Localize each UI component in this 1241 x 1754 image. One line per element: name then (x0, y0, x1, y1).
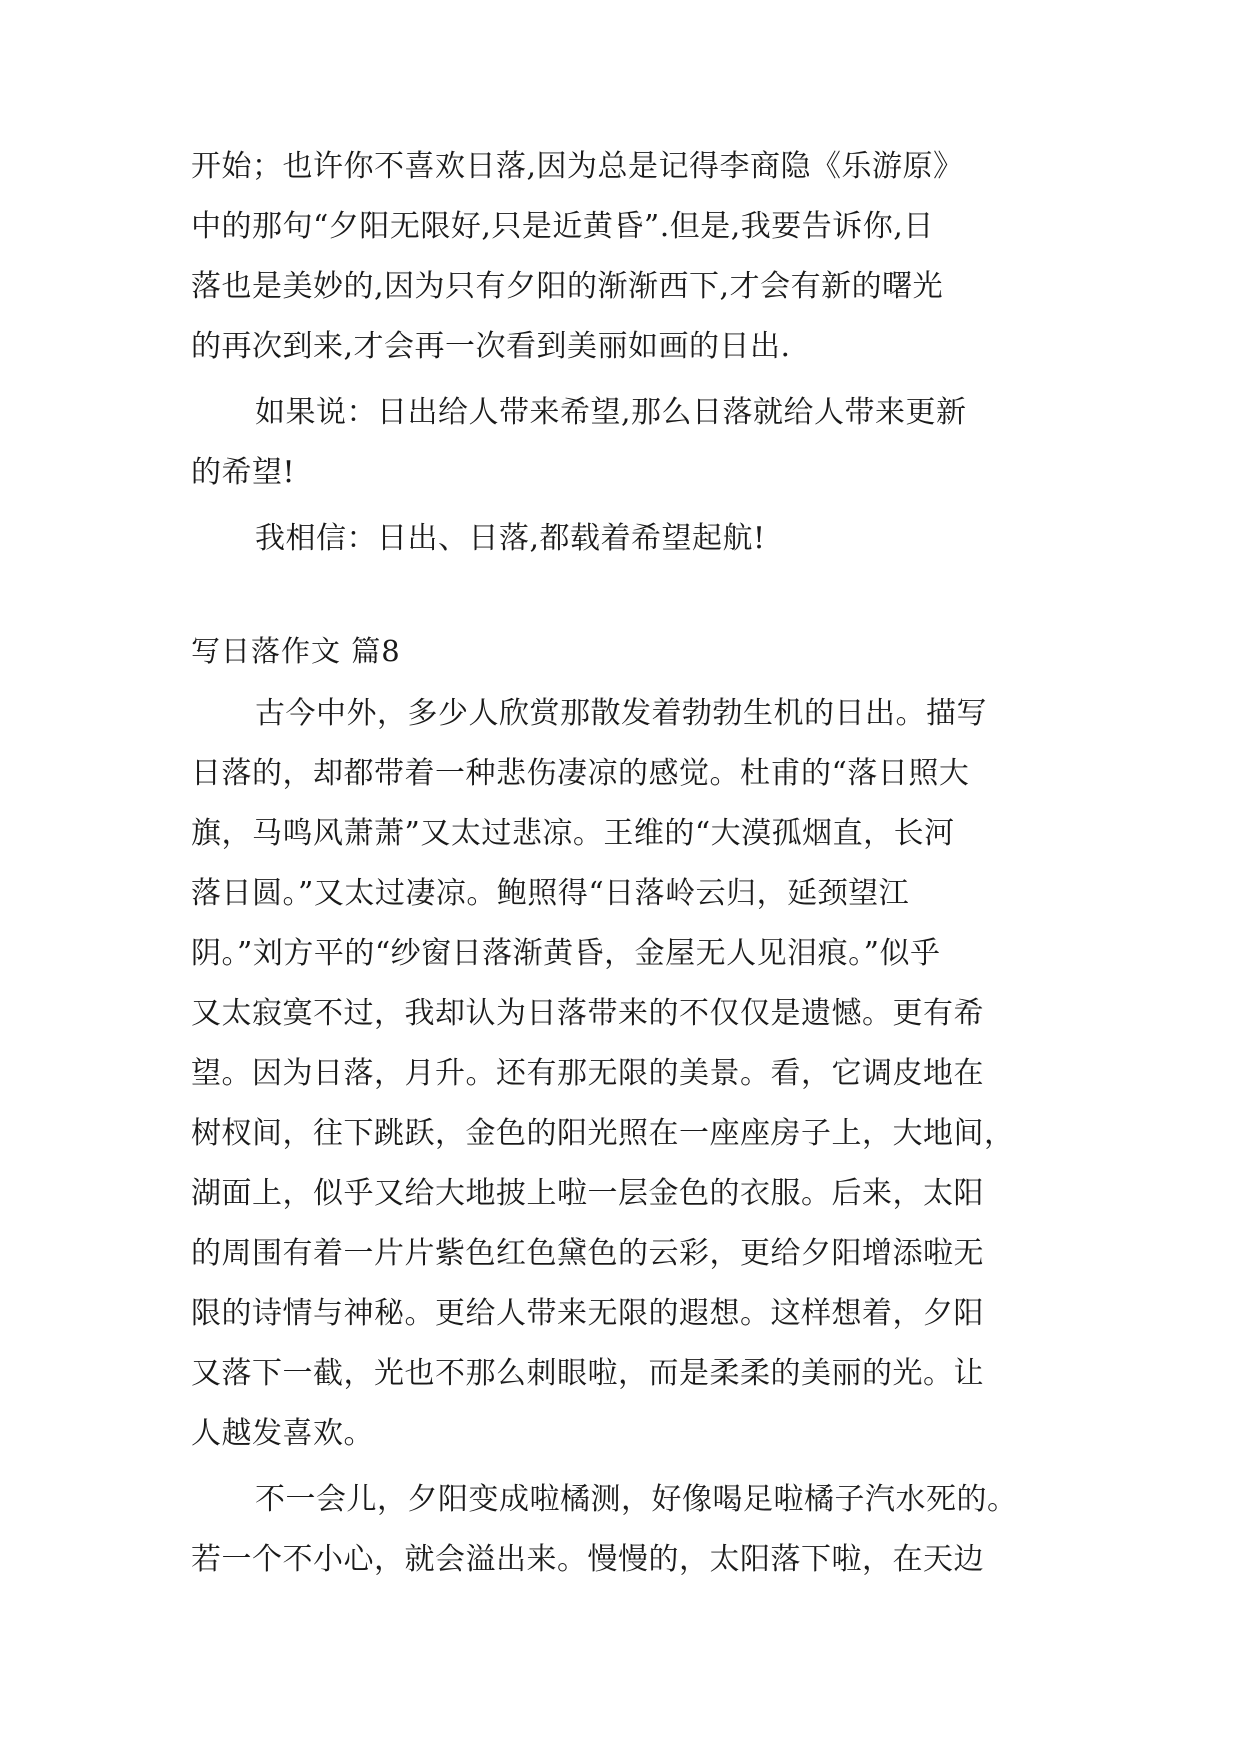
text-line: 不一会儿，夕阳变成啦橘测，好像喝足啦橘子汽水死的。 (255, 1482, 1018, 1517)
text-line: 开始；也许你不喜欢日落,因为总是记得李商隐《乐游原》 (191, 149, 964, 184)
text-line: 又太寂寞不过，我却认为日落带来的不仅仅是遗憾。更有希 (191, 996, 984, 1031)
text-line: 树杈间，往下跳跃，金色的阳光照在一座座房子上，大地间， (191, 1116, 1015, 1151)
text-line: 的再次到来,才会再一次看到美丽如画的日出. (191, 329, 791, 364)
text-line: 落也是美妙的,因为只有夕阳的渐渐西下,才会有新的曙光 (191, 269, 944, 304)
text-line: 中的那句“夕阳无限好,只是近黄昏”.但是,我要告诉你,日 (191, 209, 934, 244)
text-line: 我相信：日出、日落,都载着希望起航! (255, 521, 766, 556)
text-line: 古今中外，多少人欣赏那散发着勃勃生机的日出。描写 (255, 696, 987, 731)
text-line: 的周围有着一片片紫色红色黛色的云彩，更给夕阳增添啦无 (191, 1236, 984, 1271)
text-line: 限的诗情与神秘。更给人带来无限的遐想。这样想着，夕阳 (191, 1296, 984, 1331)
text-line: 湖面上，似乎又给大地披上啦一层金色的衣服。后来，太阳 (191, 1176, 984, 1211)
text-line: 日落的，却都带着一种悲伤凄凉的感觉。杜甫的“落日照大 (191, 756, 970, 791)
text-line: 若一个不小心，就会溢出来。慢慢的，太阳落下啦，在天边 (191, 1542, 984, 1577)
text-line: 如果说：日出给人带来希望,那么日落就给人带来更新 (255, 395, 967, 430)
text-line: 人越发喜欢。 (191, 1416, 374, 1451)
text-line: 又落下一截，光也不那么刺眼啦，而是柔柔的美丽的光。让 (191, 1356, 984, 1391)
text-line: 望。因为日落，月升。还有那无限的美景。看，它调皮地在 (191, 1056, 984, 1091)
text-line: 旗，马鸣风萧萧”又太过悲凉。王维的“大漠孤烟直，长河 (191, 816, 955, 851)
text-line: 落日圆。”又太过凄凉。鲍照得“日落岭云归，延颈望江 (191, 876, 910, 911)
section-heading: 写日落作文 篇8 (191, 634, 401, 668)
text-line: 的希望! (191, 455, 296, 490)
text-line: 阴。”刘方平的“纱窗日落渐黄昏，金屋无人见泪痕。”似乎 (191, 936, 941, 971)
